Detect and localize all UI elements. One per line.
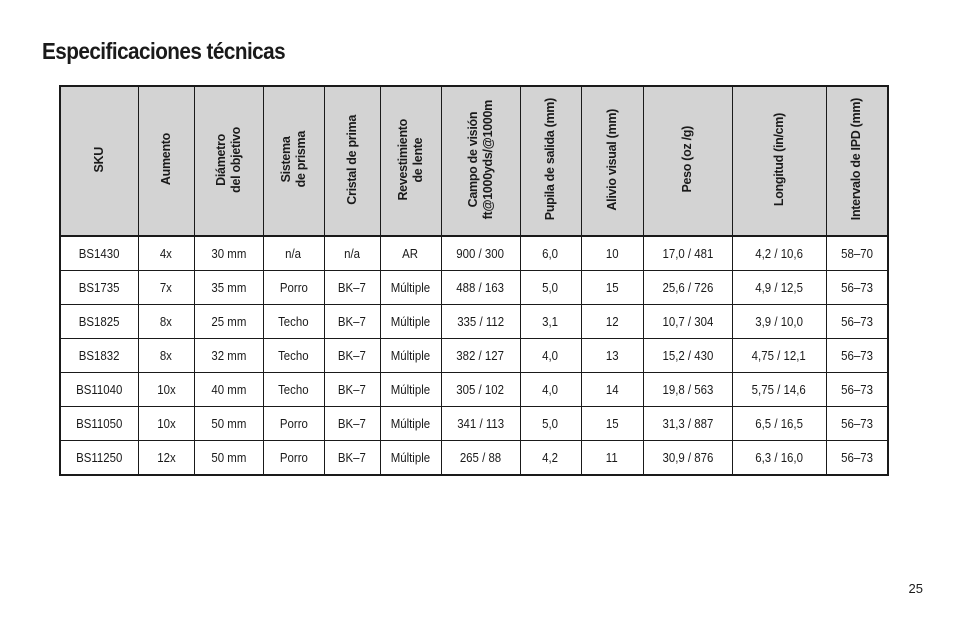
column-header-label: Campo de visión ft@1000yds/@1000m xyxy=(465,99,495,220)
table-cell xyxy=(826,373,888,407)
cell-value: 14 xyxy=(605,382,619,397)
column-header xyxy=(520,86,581,236)
cell-value: 4,75 / 12,1 xyxy=(751,348,807,363)
table-cell xyxy=(643,373,732,407)
cell-value: 4,2 xyxy=(542,450,559,465)
column-header-label: Sistema de prisma xyxy=(278,131,308,188)
table-cell xyxy=(732,305,826,339)
table-cell xyxy=(194,236,263,271)
cell-value: 35 mm xyxy=(211,280,246,295)
table-row xyxy=(60,305,888,339)
table-cell xyxy=(643,271,732,305)
table-cell xyxy=(732,373,826,407)
table-cell xyxy=(324,271,380,305)
cell-value: Múltiple xyxy=(390,382,431,397)
column-header-label: Diámetro del objetivo xyxy=(213,126,243,193)
column-header-label: Pupila de salida (mm) xyxy=(543,98,557,221)
cell-value: BS11040 xyxy=(76,382,123,397)
table-cell xyxy=(194,373,263,407)
cell-value: n/a xyxy=(344,246,360,261)
cell-value: 56–73 xyxy=(840,450,873,465)
cell-value: 15 xyxy=(605,280,619,295)
table-cell xyxy=(732,339,826,373)
cell-value: Porro xyxy=(279,416,308,431)
cell-value: 15 xyxy=(605,416,619,431)
table-cell xyxy=(581,271,643,305)
table-cell xyxy=(380,339,441,373)
cell-value: 10 xyxy=(605,246,619,261)
column-header xyxy=(324,86,380,236)
table-cell xyxy=(520,373,581,407)
column-header-label: Longitud (in/cm) xyxy=(771,112,786,207)
cell-value: 40 mm xyxy=(211,382,246,397)
table-cell xyxy=(138,339,194,373)
cell-value: BK–7 xyxy=(338,450,366,465)
cell-value: n/a xyxy=(285,246,302,261)
cell-value: 50 mm xyxy=(211,416,246,431)
cell-value: Múltiple xyxy=(390,348,431,363)
table-cell xyxy=(324,441,380,476)
table-cell xyxy=(380,271,441,305)
table-cell xyxy=(194,441,263,476)
table-cell xyxy=(263,271,324,305)
table-body xyxy=(60,236,888,475)
column-header xyxy=(441,86,520,236)
table-cell xyxy=(520,305,581,339)
table-cell xyxy=(520,407,581,441)
table-cell xyxy=(643,339,732,373)
table-cell xyxy=(732,407,826,441)
table-cell xyxy=(643,407,732,441)
table-cell xyxy=(826,305,888,339)
cell-value: 56–73 xyxy=(840,348,873,363)
cell-value: 5,75 / 14,6 xyxy=(751,382,807,397)
cell-value: 488 / 163 xyxy=(456,280,505,295)
cell-value: 56–73 xyxy=(840,416,873,431)
table-cell xyxy=(732,236,826,271)
table-cell xyxy=(324,339,380,373)
cell-value: 19,8 / 563 xyxy=(662,382,713,397)
cell-value: Techo xyxy=(278,382,309,397)
table-cell xyxy=(263,373,324,407)
cell-value: BS11050 xyxy=(76,416,123,431)
column-header-label: Cristal de prima xyxy=(344,114,359,205)
table-cell xyxy=(194,339,263,373)
table-cell xyxy=(826,407,888,441)
table-cell xyxy=(520,236,581,271)
cell-value: 335 / 112 xyxy=(457,314,504,329)
table-cell xyxy=(263,407,324,441)
cell-value: 12 xyxy=(605,314,619,329)
table-cell xyxy=(826,271,888,305)
cell-value: 305 / 102 xyxy=(456,382,505,397)
cell-value: 4,0 xyxy=(542,382,559,397)
page-title: Especificaciones técnicas xyxy=(42,38,286,64)
table-cell xyxy=(263,339,324,373)
cell-value: 50 mm xyxy=(211,450,246,465)
cell-value: BK–7 xyxy=(338,416,366,431)
cell-value: 56–73 xyxy=(840,314,873,329)
cell-value: 17,0 / 481 xyxy=(662,246,713,261)
table-row xyxy=(60,236,888,271)
cell-value: BS1825 xyxy=(78,314,120,329)
table-cell xyxy=(60,441,138,476)
cell-value: BS1735 xyxy=(78,280,120,295)
cell-value: Múltiple xyxy=(390,280,431,295)
table-cell xyxy=(520,271,581,305)
cell-value: 5,0 xyxy=(542,416,559,431)
table-cell xyxy=(441,441,520,476)
cell-value: 4,0 xyxy=(542,348,559,363)
table-cell xyxy=(324,236,380,271)
cell-value: 4x xyxy=(159,246,173,261)
cell-value: 15,2 / 430 xyxy=(662,348,713,363)
column-header-label: Revestimiento de lente xyxy=(395,118,425,201)
cell-value: 3,1 xyxy=(542,314,559,329)
table-row xyxy=(60,441,888,476)
table-cell xyxy=(732,441,826,476)
cell-value: 6,5 / 16,5 xyxy=(755,416,803,431)
table-header-row xyxy=(60,86,888,236)
page-number: 25 xyxy=(908,581,923,596)
table-cell xyxy=(263,305,324,339)
cell-value: 382 / 127 xyxy=(456,348,505,363)
column-header xyxy=(194,86,263,236)
table-cell xyxy=(60,373,138,407)
cell-value: 25,6 / 726 xyxy=(662,280,713,295)
cell-value: 4,9 / 12,5 xyxy=(755,280,803,295)
cell-value: 3,9 / 10,0 xyxy=(755,314,803,329)
table-cell xyxy=(60,305,138,339)
cell-value: Techo xyxy=(278,348,309,363)
cell-value: 8x xyxy=(159,314,173,329)
cell-value: Múltiple xyxy=(390,416,431,431)
cell-value: 32 mm xyxy=(211,348,246,363)
cell-value: 10x xyxy=(156,416,176,431)
table-cell xyxy=(60,407,138,441)
cell-value: BK–7 xyxy=(338,280,366,295)
table-cell xyxy=(520,441,581,476)
table-cell xyxy=(380,407,441,441)
table-cell xyxy=(263,441,324,476)
cell-value: 58–70 xyxy=(840,246,873,261)
table-cell xyxy=(441,339,520,373)
table-cell xyxy=(380,441,441,476)
table-cell xyxy=(324,373,380,407)
cell-value: 8x xyxy=(159,348,173,363)
table-cell xyxy=(581,305,643,339)
column-header xyxy=(643,86,732,236)
table-cell xyxy=(194,407,263,441)
table-cell xyxy=(520,339,581,373)
table-cell xyxy=(60,339,138,373)
table-cell xyxy=(826,339,888,373)
column-header xyxy=(380,86,441,236)
cell-value: 31,3 / 887 xyxy=(662,416,713,431)
column-header xyxy=(826,86,888,236)
column-header xyxy=(60,86,138,236)
cell-value: 341 / 113 xyxy=(457,416,504,431)
cell-value: 56–73 xyxy=(840,382,873,397)
table-cell xyxy=(138,441,194,476)
table-cell xyxy=(138,305,194,339)
cell-value: BK–7 xyxy=(338,348,366,363)
table-cell xyxy=(441,236,520,271)
table-cell xyxy=(194,271,263,305)
table-cell xyxy=(581,407,643,441)
cell-value: 10x xyxy=(156,382,176,397)
cell-value: 6,0 xyxy=(542,246,559,261)
table-cell xyxy=(138,236,194,271)
cell-value: BS1430 xyxy=(78,246,120,261)
specifications-table xyxy=(59,85,889,476)
table-cell xyxy=(643,441,732,476)
cell-value: Techo xyxy=(278,314,309,329)
table-row xyxy=(60,373,888,407)
cell-value: 12x xyxy=(156,450,176,465)
column-header-label: SKU xyxy=(91,146,106,173)
cell-value: Porro xyxy=(279,280,308,295)
cell-value: 265 / 88 xyxy=(459,450,502,465)
column-header xyxy=(138,86,194,236)
table-row xyxy=(60,271,888,305)
column-header-label: Intervalo de IPD (mm) xyxy=(849,98,864,221)
table-row xyxy=(60,339,888,373)
cell-value: 56–73 xyxy=(840,280,873,295)
cell-value: 900 / 300 xyxy=(456,246,505,261)
cell-value: BK–7 xyxy=(338,314,366,329)
cell-value: 25 mm xyxy=(211,314,246,329)
cell-value: AR xyxy=(402,246,419,261)
table-cell xyxy=(60,236,138,271)
table-cell xyxy=(826,236,888,271)
table-cell xyxy=(324,407,380,441)
table-cell xyxy=(138,407,194,441)
table-cell xyxy=(194,305,263,339)
column-header xyxy=(263,86,324,236)
table-cell xyxy=(826,441,888,476)
table-cell xyxy=(324,305,380,339)
column-header-label: Aumento xyxy=(158,133,173,186)
cell-value: 30 mm xyxy=(211,246,246,261)
table-cell xyxy=(643,236,732,271)
cell-value: 10,7 / 304 xyxy=(662,314,713,329)
table-cell xyxy=(380,236,441,271)
table-cell xyxy=(732,271,826,305)
table-cell xyxy=(581,441,643,476)
cell-value: 4,2 / 10,6 xyxy=(755,246,803,261)
table-cell xyxy=(441,271,520,305)
column-header xyxy=(581,86,643,236)
table-cell xyxy=(581,236,643,271)
table-cell xyxy=(643,305,732,339)
cell-value: BS11250 xyxy=(76,450,123,465)
cell-value: Porro xyxy=(279,450,308,465)
column-header-label: Alivio visual (mm) xyxy=(604,108,619,211)
table-cell xyxy=(441,373,520,407)
cell-value: Múltiple xyxy=(390,450,431,465)
table-cell xyxy=(441,305,520,339)
table-cell xyxy=(263,236,324,271)
table-cell xyxy=(441,407,520,441)
table-cell xyxy=(60,271,138,305)
table-cell xyxy=(380,373,441,407)
table-cell xyxy=(581,339,643,373)
cell-value: BS1832 xyxy=(78,348,120,363)
cell-value: BK–7 xyxy=(338,382,366,397)
cell-value: 11 xyxy=(606,450,618,465)
cell-value: 5,0 xyxy=(542,280,559,295)
column-header-label: Peso (oz /g) xyxy=(680,126,694,193)
table-cell xyxy=(138,271,194,305)
table-cell xyxy=(380,305,441,339)
column-header xyxy=(732,86,826,236)
cell-value: 13 xyxy=(605,348,619,363)
table-row xyxy=(60,407,888,441)
cell-value: 7x xyxy=(159,280,173,295)
table-cell xyxy=(138,373,194,407)
cell-value: 6,3 / 16,0 xyxy=(755,450,803,465)
cell-value: Múltiple xyxy=(390,314,431,329)
table-cell xyxy=(581,373,643,407)
cell-value: 30,9 / 876 xyxy=(662,450,713,465)
